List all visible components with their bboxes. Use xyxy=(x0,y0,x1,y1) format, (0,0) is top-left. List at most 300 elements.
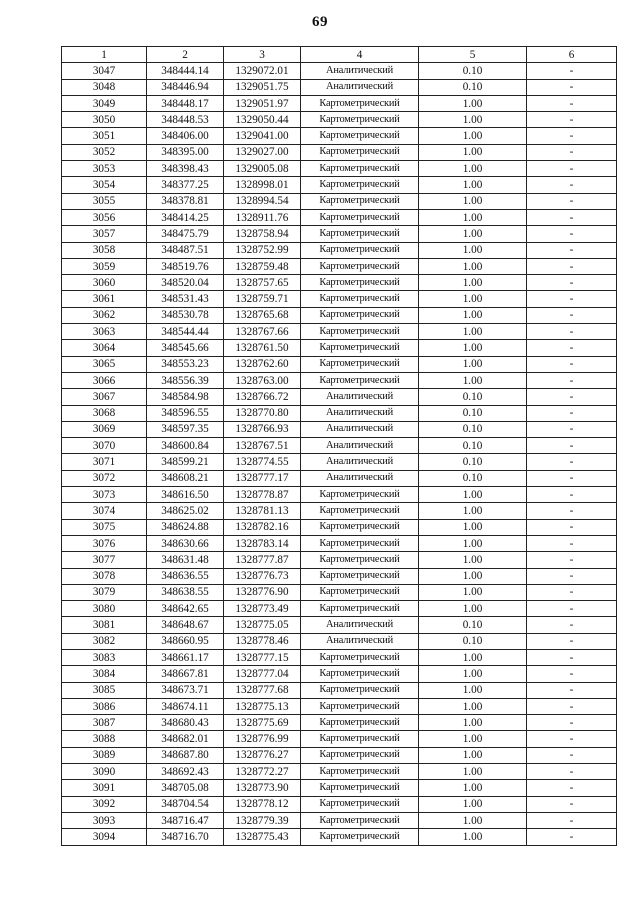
y-coordinate-cell: 1328767.51 xyxy=(224,438,301,454)
point-number-cell: 3066 xyxy=(62,372,147,388)
point-number-cell: 3088 xyxy=(62,731,147,747)
column-header-5: 5 xyxy=(419,47,527,63)
point-number-cell: 3049 xyxy=(62,95,147,111)
accuracy-cell: 1.00 xyxy=(419,764,527,780)
x-coordinate-cell: 348398.43 xyxy=(147,161,224,177)
point-number-cell: 3074 xyxy=(62,503,147,519)
y-coordinate-cell: 1328994.54 xyxy=(224,193,301,209)
point-number-cell: 3048 xyxy=(62,79,147,95)
note-cell: - xyxy=(527,128,617,144)
x-coordinate-cell: 348520.04 xyxy=(147,275,224,291)
note-cell: - xyxy=(527,747,617,763)
note-cell: - xyxy=(527,731,617,747)
method-cell: Картометрический xyxy=(301,666,419,682)
x-coordinate-cell: 348414.25 xyxy=(147,209,224,225)
y-coordinate-cell: 1328752.99 xyxy=(224,242,301,258)
accuracy-cell: 1.00 xyxy=(419,552,527,568)
x-coordinate-cell: 348716.47 xyxy=(147,812,224,828)
x-coordinate-cell: 348600.84 xyxy=(147,438,224,454)
x-coordinate-cell: 348553.23 xyxy=(147,356,224,372)
y-coordinate-cell: 1328777.15 xyxy=(224,649,301,665)
accuracy-cell: 1.00 xyxy=(419,601,527,617)
table-row xyxy=(62,389,617,405)
y-coordinate-cell: 1329072.01 xyxy=(224,63,301,79)
x-coordinate-cell: 348616.50 xyxy=(147,487,224,503)
table-row xyxy=(62,715,617,731)
column-header-3: 3 xyxy=(224,47,301,63)
note-cell: - xyxy=(527,503,617,519)
accuracy-cell: 1.00 xyxy=(419,226,527,242)
accuracy-cell: 1.00 xyxy=(419,372,527,388)
table-row xyxy=(62,764,617,780)
note-cell: - xyxy=(527,796,617,812)
x-coordinate-cell: 348705.08 xyxy=(147,780,224,796)
note-cell: - xyxy=(527,242,617,258)
point-number-cell: 3073 xyxy=(62,487,147,503)
table-row xyxy=(62,307,617,323)
point-number-cell: 3047 xyxy=(62,63,147,79)
point-number-cell: 3091 xyxy=(62,780,147,796)
method-cell: Аналитический xyxy=(301,79,419,95)
y-coordinate-cell: 1328777.68 xyxy=(224,682,301,698)
table-row xyxy=(62,633,617,649)
point-number-cell: 3082 xyxy=(62,633,147,649)
y-coordinate-cell: 1329051.97 xyxy=(224,95,301,111)
x-coordinate-cell: 348446.94 xyxy=(147,79,224,95)
y-coordinate-cell: 1328775.43 xyxy=(224,829,301,845)
x-coordinate-cell: 348448.53 xyxy=(147,112,224,128)
table-row xyxy=(62,519,617,535)
x-coordinate-cell: 348660.95 xyxy=(147,633,224,649)
accuracy-cell: 1.00 xyxy=(419,519,527,535)
y-coordinate-cell: 1328778.12 xyxy=(224,796,301,812)
point-number-cell: 3087 xyxy=(62,715,147,731)
method-cell: Картометрический xyxy=(301,275,419,291)
note-cell: - xyxy=(527,95,617,111)
note-cell: - xyxy=(527,372,617,388)
point-number-cell: 3079 xyxy=(62,584,147,600)
point-number-cell: 3058 xyxy=(62,242,147,258)
coordinates-table xyxy=(61,46,617,846)
point-number-cell: 3055 xyxy=(62,193,147,209)
accuracy-cell: 0.10 xyxy=(419,617,527,633)
x-coordinate-cell: 348716.70 xyxy=(147,829,224,845)
note-cell: - xyxy=(527,487,617,503)
method-cell: Картометрический xyxy=(301,682,419,698)
y-coordinate-cell: 1328777.04 xyxy=(224,666,301,682)
point-number-cell: 3075 xyxy=(62,519,147,535)
method-cell: Картометрический xyxy=(301,307,419,323)
note-cell: - xyxy=(527,601,617,617)
point-number-cell: 3054 xyxy=(62,177,147,193)
note-cell: - xyxy=(527,682,617,698)
y-coordinate-cell: 1328762.60 xyxy=(224,356,301,372)
y-coordinate-cell: 1328767.66 xyxy=(224,324,301,340)
method-cell: Аналитический xyxy=(301,63,419,79)
table-body xyxy=(62,63,617,845)
header-row xyxy=(62,47,617,63)
method-cell: Картометрический xyxy=(301,519,419,535)
table-row xyxy=(62,209,617,225)
accuracy-cell: 0.10 xyxy=(419,405,527,421)
method-cell: Картометрический xyxy=(301,144,419,160)
x-coordinate-cell: 348556.39 xyxy=(147,372,224,388)
method-cell: Картометрический xyxy=(301,552,419,568)
x-coordinate-cell: 348444.14 xyxy=(147,63,224,79)
note-cell: - xyxy=(527,421,617,437)
accuracy-cell: 1.00 xyxy=(419,747,527,763)
y-coordinate-cell: 1328777.17 xyxy=(224,470,301,486)
x-coordinate-cell: 348531.43 xyxy=(147,291,224,307)
method-cell: Картометрический xyxy=(301,340,419,356)
method-cell: Картометрический xyxy=(301,584,419,600)
method-cell: Картометрический xyxy=(301,242,419,258)
point-number-cell: 3070 xyxy=(62,438,147,454)
point-number-cell: 3052 xyxy=(62,144,147,160)
method-cell: Картометрический xyxy=(301,649,419,665)
y-coordinate-cell: 1328757.65 xyxy=(224,275,301,291)
x-coordinate-cell: 348682.01 xyxy=(147,731,224,747)
table-row xyxy=(62,95,617,111)
point-number-cell: 3064 xyxy=(62,340,147,356)
y-coordinate-cell: 1328774.55 xyxy=(224,454,301,470)
table-row xyxy=(62,747,617,763)
accuracy-cell: 1.00 xyxy=(419,258,527,274)
table-row xyxy=(62,666,617,682)
accuracy-cell: 1.00 xyxy=(419,812,527,828)
point-number-cell: 3060 xyxy=(62,275,147,291)
y-coordinate-cell: 1328770.80 xyxy=(224,405,301,421)
accuracy-cell: 0.10 xyxy=(419,470,527,486)
x-coordinate-cell: 348667.81 xyxy=(147,666,224,682)
accuracy-cell: 1.00 xyxy=(419,161,527,177)
note-cell: - xyxy=(527,666,617,682)
x-coordinate-cell: 348630.66 xyxy=(147,535,224,551)
accuracy-cell: 1.00 xyxy=(419,291,527,307)
table-row xyxy=(62,372,617,388)
y-coordinate-cell: 1328766.93 xyxy=(224,421,301,437)
y-coordinate-cell: 1328776.73 xyxy=(224,568,301,584)
y-coordinate-cell: 1328783.14 xyxy=(224,535,301,551)
note-cell: - xyxy=(527,519,617,535)
accuracy-cell: 1.00 xyxy=(419,666,527,682)
x-coordinate-cell: 348673.71 xyxy=(147,682,224,698)
method-cell: Картометрический xyxy=(301,128,419,144)
table-row xyxy=(62,226,617,242)
note-cell: - xyxy=(527,340,617,356)
method-cell: Картометрический xyxy=(301,209,419,225)
point-number-cell: 3053 xyxy=(62,161,147,177)
x-coordinate-cell: 348631.48 xyxy=(147,552,224,568)
y-coordinate-cell: 1328775.05 xyxy=(224,617,301,633)
table-row xyxy=(62,291,617,307)
method-cell: Аналитический xyxy=(301,438,419,454)
x-coordinate-cell: 348687.80 xyxy=(147,747,224,763)
note-cell: - xyxy=(527,209,617,225)
accuracy-cell: 1.00 xyxy=(419,503,527,519)
point-number-cell: 3063 xyxy=(62,324,147,340)
accuracy-cell: 0.10 xyxy=(419,438,527,454)
method-cell: Аналитический xyxy=(301,470,419,486)
y-coordinate-cell: 1328781.13 xyxy=(224,503,301,519)
accuracy-cell: 1.00 xyxy=(419,796,527,812)
note-cell: - xyxy=(527,552,617,568)
table-row xyxy=(62,438,617,454)
point-number-cell: 3076 xyxy=(62,535,147,551)
point-number-cell: 3050 xyxy=(62,112,147,128)
accuracy-cell: 1.00 xyxy=(419,209,527,225)
accuracy-cell: 1.00 xyxy=(419,307,527,323)
method-cell: Картометрический xyxy=(301,356,419,372)
note-cell: - xyxy=(527,829,617,845)
x-coordinate-cell: 348648.67 xyxy=(147,617,224,633)
point-number-cell: 3072 xyxy=(62,470,147,486)
accuracy-cell: 1.00 xyxy=(419,649,527,665)
accuracy-cell: 0.10 xyxy=(419,63,527,79)
table-row xyxy=(62,796,617,812)
point-number-cell: 3080 xyxy=(62,601,147,617)
note-cell: - xyxy=(527,307,617,323)
y-coordinate-cell: 1328998.01 xyxy=(224,177,301,193)
note-cell: - xyxy=(527,438,617,454)
y-coordinate-cell: 1328758.94 xyxy=(224,226,301,242)
accuracy-cell: 1.00 xyxy=(419,829,527,845)
point-number-cell: 3085 xyxy=(62,682,147,698)
note-cell: - xyxy=(527,324,617,340)
accuracy-cell: 1.00 xyxy=(419,340,527,356)
accuracy-cell: 1.00 xyxy=(419,275,527,291)
y-coordinate-cell: 1329051.75 xyxy=(224,79,301,95)
accuracy-cell: 1.00 xyxy=(419,780,527,796)
y-coordinate-cell: 1328773.49 xyxy=(224,601,301,617)
note-cell: - xyxy=(527,780,617,796)
x-coordinate-cell: 348674.11 xyxy=(147,698,224,714)
x-coordinate-cell: 348519.76 xyxy=(147,258,224,274)
x-coordinate-cell: 348642.65 xyxy=(147,601,224,617)
y-coordinate-cell: 1328763.00 xyxy=(224,372,301,388)
method-cell: Аналитический xyxy=(301,405,419,421)
point-number-cell: 3068 xyxy=(62,405,147,421)
method-cell: Картометрический xyxy=(301,535,419,551)
table-row xyxy=(62,405,617,421)
table-row xyxy=(62,324,617,340)
method-cell: Картометрический xyxy=(301,568,419,584)
accuracy-cell: 1.00 xyxy=(419,95,527,111)
table-row xyxy=(62,79,617,95)
method-cell: Картометрический xyxy=(301,372,419,388)
note-cell: - xyxy=(527,161,617,177)
table-row xyxy=(62,144,617,160)
method-cell: Картометрический xyxy=(301,796,419,812)
x-coordinate-cell: 348448.17 xyxy=(147,95,224,111)
method-cell: Картометрический xyxy=(301,731,419,747)
table-row xyxy=(62,568,617,584)
table-row xyxy=(62,617,617,633)
table-row xyxy=(62,829,617,845)
note-cell: - xyxy=(527,454,617,470)
accuracy-cell: 1.00 xyxy=(419,731,527,747)
note-cell: - xyxy=(527,144,617,160)
accuracy-cell: 1.00 xyxy=(419,584,527,600)
note-cell: - xyxy=(527,356,617,372)
note-cell: - xyxy=(527,79,617,95)
table-row xyxy=(62,63,617,79)
table-row xyxy=(62,193,617,209)
y-coordinate-cell: 1328777.87 xyxy=(224,552,301,568)
note-cell: - xyxy=(527,649,617,665)
x-coordinate-cell: 348378.81 xyxy=(147,193,224,209)
table-row xyxy=(62,242,617,258)
method-cell: Картометрический xyxy=(301,177,419,193)
point-number-cell: 3067 xyxy=(62,389,147,405)
table-row xyxy=(62,780,617,796)
accuracy-cell: 1.00 xyxy=(419,356,527,372)
x-coordinate-cell: 348544.44 xyxy=(147,324,224,340)
accuracy-cell: 1.00 xyxy=(419,112,527,128)
accuracy-cell: 1.00 xyxy=(419,128,527,144)
accuracy-cell: 1.00 xyxy=(419,715,527,731)
point-number-cell: 3083 xyxy=(62,649,147,665)
accuracy-cell: 1.00 xyxy=(419,324,527,340)
point-number-cell: 3071 xyxy=(62,454,147,470)
method-cell: Картометрический xyxy=(301,226,419,242)
table-row xyxy=(62,535,617,551)
table-row xyxy=(62,682,617,698)
point-number-cell: 3062 xyxy=(62,307,147,323)
x-coordinate-cell: 348596.55 xyxy=(147,405,224,421)
method-cell: Аналитический xyxy=(301,421,419,437)
method-cell: Картометрический xyxy=(301,193,419,209)
x-coordinate-cell: 348692.43 xyxy=(147,764,224,780)
x-coordinate-cell: 348704.54 xyxy=(147,796,224,812)
method-cell: Картометрический xyxy=(301,601,419,617)
point-number-cell: 3089 xyxy=(62,747,147,763)
x-coordinate-cell: 348584.98 xyxy=(147,389,224,405)
note-cell: - xyxy=(527,812,617,828)
x-coordinate-cell: 348487.51 xyxy=(147,242,224,258)
x-coordinate-cell: 348545.66 xyxy=(147,340,224,356)
method-cell: Картометрический xyxy=(301,112,419,128)
y-coordinate-cell: 1328775.69 xyxy=(224,715,301,731)
y-coordinate-cell: 1328911.76 xyxy=(224,209,301,225)
accuracy-cell: 1.00 xyxy=(419,177,527,193)
y-coordinate-cell: 1328779.39 xyxy=(224,812,301,828)
point-number-cell: 3093 xyxy=(62,812,147,828)
y-coordinate-cell: 1328778.46 xyxy=(224,633,301,649)
x-coordinate-cell: 348624.88 xyxy=(147,519,224,535)
y-coordinate-cell: 1328776.99 xyxy=(224,731,301,747)
method-cell: Картометрический xyxy=(301,95,419,111)
y-coordinate-cell: 1328782.16 xyxy=(224,519,301,535)
note-cell: - xyxy=(527,193,617,209)
point-number-cell: 3077 xyxy=(62,552,147,568)
note-cell: - xyxy=(527,470,617,486)
x-coordinate-cell: 348406.00 xyxy=(147,128,224,144)
table-row xyxy=(62,584,617,600)
method-cell: Картометрический xyxy=(301,698,419,714)
point-number-cell: 3081 xyxy=(62,617,147,633)
x-coordinate-cell: 348475.79 xyxy=(147,226,224,242)
point-number-cell: 3090 xyxy=(62,764,147,780)
y-coordinate-cell: 1328759.48 xyxy=(224,258,301,274)
table-row xyxy=(62,812,617,828)
method-cell: Картометрический xyxy=(301,780,419,796)
table-row xyxy=(62,112,617,128)
x-coordinate-cell: 348597.35 xyxy=(147,421,224,437)
y-coordinate-cell: 1328765.68 xyxy=(224,307,301,323)
table-row xyxy=(62,177,617,193)
note-cell: - xyxy=(527,698,617,714)
point-number-cell: 3078 xyxy=(62,568,147,584)
table-row xyxy=(62,503,617,519)
y-coordinate-cell: 1328772.27 xyxy=(224,764,301,780)
y-coordinate-cell: 1328776.90 xyxy=(224,584,301,600)
point-number-cell: 3056 xyxy=(62,209,147,225)
x-coordinate-cell: 348377.25 xyxy=(147,177,224,193)
accuracy-cell: 1.00 xyxy=(419,487,527,503)
x-coordinate-cell: 348661.17 xyxy=(147,649,224,665)
point-number-cell: 3094 xyxy=(62,829,147,845)
note-cell: - xyxy=(527,275,617,291)
accuracy-cell: 1.00 xyxy=(419,242,527,258)
y-coordinate-cell: 1328773.90 xyxy=(224,780,301,796)
note-cell: - xyxy=(527,389,617,405)
column-header-6: 6 xyxy=(527,47,617,63)
accuracy-cell: 1.00 xyxy=(419,193,527,209)
method-cell: Картометрический xyxy=(301,291,419,307)
note-cell: - xyxy=(527,715,617,731)
point-number-cell: 3069 xyxy=(62,421,147,437)
point-number-cell: 3084 xyxy=(62,666,147,682)
y-coordinate-cell: 1329050.44 xyxy=(224,112,301,128)
table-row xyxy=(62,601,617,617)
y-coordinate-cell: 1328776.27 xyxy=(224,747,301,763)
accuracy-cell: 0.10 xyxy=(419,79,527,95)
method-cell: Картометрический xyxy=(301,812,419,828)
table-row xyxy=(62,487,617,503)
method-cell: Картометрический xyxy=(301,764,419,780)
method-cell: Картометрический xyxy=(301,324,419,340)
method-cell: Аналитический xyxy=(301,454,419,470)
note-cell: - xyxy=(527,633,617,649)
x-coordinate-cell: 348625.02 xyxy=(147,503,224,519)
point-number-cell: 3061 xyxy=(62,291,147,307)
column-header-2: 2 xyxy=(147,47,224,63)
table-row xyxy=(62,698,617,714)
method-cell: Картометрический xyxy=(301,715,419,731)
accuracy-cell: 0.10 xyxy=(419,389,527,405)
table-row xyxy=(62,649,617,665)
point-number-cell: 3065 xyxy=(62,356,147,372)
y-coordinate-cell: 1328761.50 xyxy=(224,340,301,356)
accuracy-cell: 1.00 xyxy=(419,535,527,551)
x-coordinate-cell: 348395.00 xyxy=(147,144,224,160)
point-number-cell: 3059 xyxy=(62,258,147,274)
accuracy-cell: 0.10 xyxy=(419,421,527,437)
table-row xyxy=(62,731,617,747)
x-coordinate-cell: 348599.21 xyxy=(147,454,224,470)
x-coordinate-cell: 348608.21 xyxy=(147,470,224,486)
table-row xyxy=(62,356,617,372)
note-cell: - xyxy=(527,405,617,421)
method-cell: Аналитический xyxy=(301,389,419,405)
note-cell: - xyxy=(527,617,617,633)
point-number-cell: 3086 xyxy=(62,698,147,714)
accuracy-cell: 1.00 xyxy=(419,144,527,160)
y-coordinate-cell: 1328778.87 xyxy=(224,487,301,503)
accuracy-cell: 1.00 xyxy=(419,698,527,714)
note-cell: - xyxy=(527,258,617,274)
